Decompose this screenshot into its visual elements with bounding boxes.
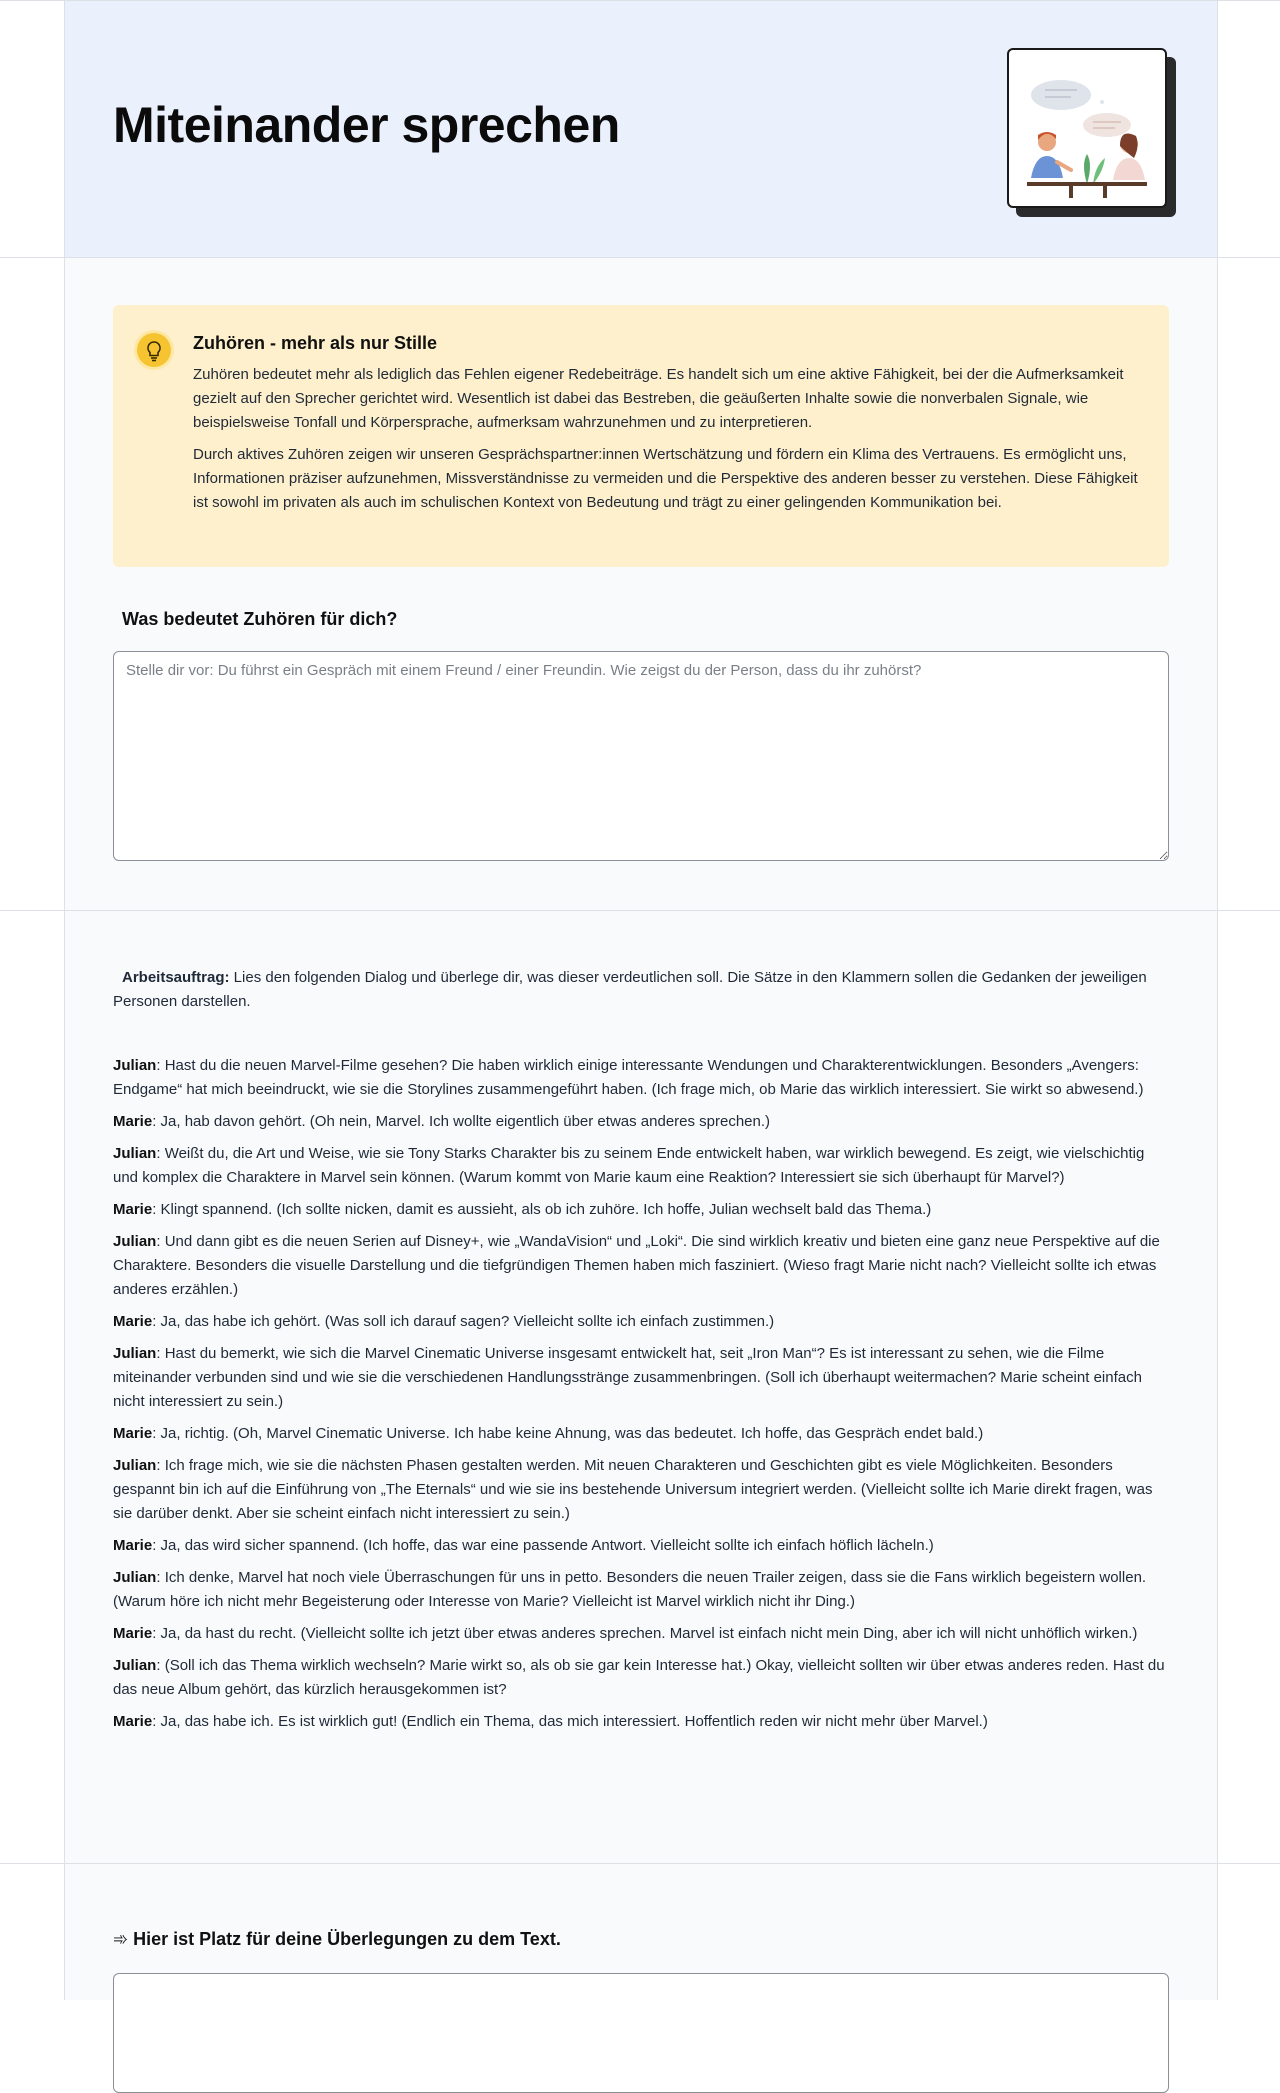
dialog	[113, 1054, 1173, 1742]
dialog-line	[113, 1342, 1173, 1414]
conversation-illustration-icon	[1007, 48, 1167, 208]
info-title: Zuhören - mehr als nur Stille	[193, 333, 438, 353]
dialog-line	[113, 1654, 1173, 1702]
dialog-text: : Und dann gibt es die neuen Serien auf Disney+, wie „WandaVision“ und „Loki“. Die sind wirklich kreativ und bieten eine ganz neue Perspektive auf die Charaktere. Besonders die visuelle Darstellung und die tiefgründigen Themen haben mich fasziniert. (Wieso fragt Marie nicht nach? Vielleicht sollte ich etwas anderes erzählen.)	[113, 1233, 1160, 1298]
divider	[0, 910, 1280, 911]
divider	[0, 257, 1280, 258]
task-instruction	[113, 966, 1169, 1014]
reflection-textarea[interactable]	[113, 1973, 1169, 2093]
dialog-line	[113, 1622, 1173, 1646]
speaker-name: Julian	[113, 1233, 157, 1250]
speaker-name: Marie	[113, 1425, 153, 1442]
speaker-name: Julian	[113, 1057, 157, 1074]
answer-textarea[interactable]	[113, 651, 1169, 861]
dialog-line	[113, 1054, 1173, 1102]
page-title: Miteinander sprechen	[113, 97, 620, 153]
page-header	[65, 0, 1217, 257]
dialog-text: : Ja, da hast du recht. (Vielleicht sollte ich jetzt über etwas anderes sprechen. Marvel ist einfach nicht mein Ding, aber ich will nicht unhöflich wirken.)	[152, 1625, 1138, 1642]
dialog-line	[113, 1422, 1173, 1446]
speaker-name: Marie	[113, 1537, 153, 1554]
speaker-name: Julian	[113, 1457, 157, 1474]
dialog-text: : Ich denke, Marvel hat noch viele Überraschungen für uns in petto. Besonders die neuen Trailer zeigen, dass sie die Fans wirklich begeistern wollen. (Warum höre ich nicht mehr Begeisterung oder Interesse von Marie? Vielleicht ist Marvel wirklich nicht ihr Ding.)	[113, 1569, 1147, 1610]
dialog-line	[113, 1310, 1173, 1334]
task-label: Arbeitsauftrag:	[122, 969, 230, 986]
dialog-line	[113, 1142, 1173, 1190]
dialog-line	[113, 1534, 1173, 1558]
conversation-illustration-svg	[1009, 50, 1165, 206]
speaker-name: Julian	[113, 1657, 157, 1674]
dialog-text: : (Soll ich das Thema wirklich wechseln? Marie wirkt so, als ob sie gar kein Interesse hat.) Okay, vielleicht sollten wir über etwas anderes reden. Hast du das neue Album gehört, das kürzlich herausgekommen ist?	[113, 1657, 1165, 1698]
speaker-name: Marie	[113, 1113, 153, 1130]
dialog-text: : Ja, hab davon gehört. (Oh nein, Marvel. Ich wollte eigentlich über etwas anderes sprechen.)	[152, 1113, 771, 1130]
dialog-text: : Klingt spannend. (Ich sollte nicken, damit es aussieht, als ob ich zuhöre. Ich hoffe, Julian wechselt bald das Thema.)	[152, 1201, 932, 1218]
task-text: Lies den folgenden Dialog und überlege dir, was dieser verdeutlichen soll. Die Sätze in den Klammern sollen die Gedanken der jeweiligen Personen darstellen.	[113, 969, 1147, 1010]
dialog-text: : Ja, richtig. (Oh, Marvel Cinematic Universe. Ich habe keine Ahnung, was das bedeutet. Ich hoffe, das Gespräch endet bald.)	[152, 1425, 984, 1442]
dialog-text: : Ja, das habe ich gehört. (Was soll ich darauf sagen? Vielleicht sollte ich einfach zustimmen.)	[152, 1313, 775, 1330]
worksheet-page	[64, 0, 1218, 2000]
dialog-line	[113, 1198, 1173, 1222]
dialog-text: : Ja, das habe ich. Es ist wirklich gut! (Endlich ein Thema, das mich interessiert. Hoffentlich reden wir nicht mehr über Marvel.)	[152, 1713, 988, 1730]
dialog-text: : Hast du die neuen Marvel-Filme gesehen? Die haben wirklich einige interessante Wendungen und Charakterentwicklungen. Besonders „Avengers: Endgame“ hat mich beeindruckt, wie sie die Storylines zusammengeführt haben. (Ich frage mich, ob Marie das wirklich interessiert. Sie wirkt so abwesend.)	[113, 1057, 1144, 1098]
info-paragraph-2: Durch aktives Zuhören zeigen wir unseren Gesprächspartner:innen Wertschätzung und fördern ein Klima des Vertrauens. Es ermöglicht uns, Informationen präziser aufzunehmen, Missverständnisse zu vermeiden und die Perspektive des anderen besser zu verstehen. Diese Fähigkeit ist sowohl im privaten als auch im schulischen Kontext von Bedeutung und trägt zu einer gelingenden Kommunikation bei.	[193, 446, 1138, 511]
speaker-name: Julian	[113, 1345, 157, 1362]
speaker-name: Marie	[113, 1313, 153, 1330]
reflection-label: ➾ Hier ist Platz für deine Überlegungen zu dem Text.	[113, 1929, 561, 1949]
dialog-line	[113, 1566, 1173, 1614]
info-paragraph-1: Zuhören bedeutet mehr als lediglich das Fehlen eigener Redebeiträge. Es handelt sich um eine aktive Fähigkeit, bei der die Aufmerksamkeit gezielt auf den Sprecher gerichtet wird. Wesentlich ist dabei das Bestreben, die geäußerten Inhalte sowie die nonverbalen Signale, wie beispielsweise Tonfall und Körpersprache, aufmerksam wahrzunehmen und zu interpretieren.	[193, 366, 1124, 431]
dialog-text: : Hast du bemerkt, wie sich die Marvel Cinematic Universe insgesamt entwickelt hat, seit „Iron Man“? Es ist interessant zu sehen, wie die Filme miteinander verbunden sind und wie sie die verschiedenen Handlungsstränge zusammenbringen. (Soll ich überhaupt weitermachen? Marie scheint einfach nicht interessiert zu sein.)	[113, 1345, 1142, 1410]
speaker-name: Julian	[113, 1145, 157, 1162]
speaker-name: Marie	[113, 1713, 153, 1730]
dialog-text: : Weißt du, die Art und Weise, wie sie Tony Starks Charakter bis zu seinem Ende entwickelt haben, war wirklich bewegend. Es zeigt, wie vielschichtig und komplex die Charaktere in Marvel sein können. (Warum kommt von Marie kaum eine Reaktion? Interessiert sie sich überhaupt für Marvel?)	[113, 1145, 1145, 1186]
dialog-line	[113, 1454, 1173, 1526]
speaker-name: Marie	[113, 1625, 153, 1642]
speaker-name: Marie	[113, 1201, 153, 1218]
speaker-name: Julian	[113, 1569, 157, 1586]
dialog-text: : Ja, das wird sicher spannend. (Ich hoffe, das war eine passende Antwort. Vielleicht sollte ich einfach höflich lächeln.)	[152, 1537, 934, 1554]
lightbulb-icon	[137, 333, 171, 367]
divider	[0, 1863, 1280, 1864]
info-box	[113, 305, 1169, 567]
dialog-text: : Ich frage mich, wie sie die nächsten Phasen gestalten werden. Mit neuen Charakteren und Geschichten gibt es viele Möglichkeiten. Besonders gespannt bin ich auf die Einführung von „The Eternals“ und wie sie ins bestehende Universum integriert werden. (Vielleicht sollte ich Marie direkt fragen, was sie darüber denkt. Aber sie scheint einfach nicht interessiert zu sein.)	[113, 1457, 1153, 1522]
dialog-line	[113, 1710, 1173, 1734]
dialog-line	[113, 1110, 1173, 1134]
divider	[0, 0, 1280, 1]
question-label: Was bedeutet Zuhören für dich?	[122, 609, 398, 629]
dialog-line	[113, 1230, 1173, 1302]
header-illustration	[1007, 48, 1177, 220]
